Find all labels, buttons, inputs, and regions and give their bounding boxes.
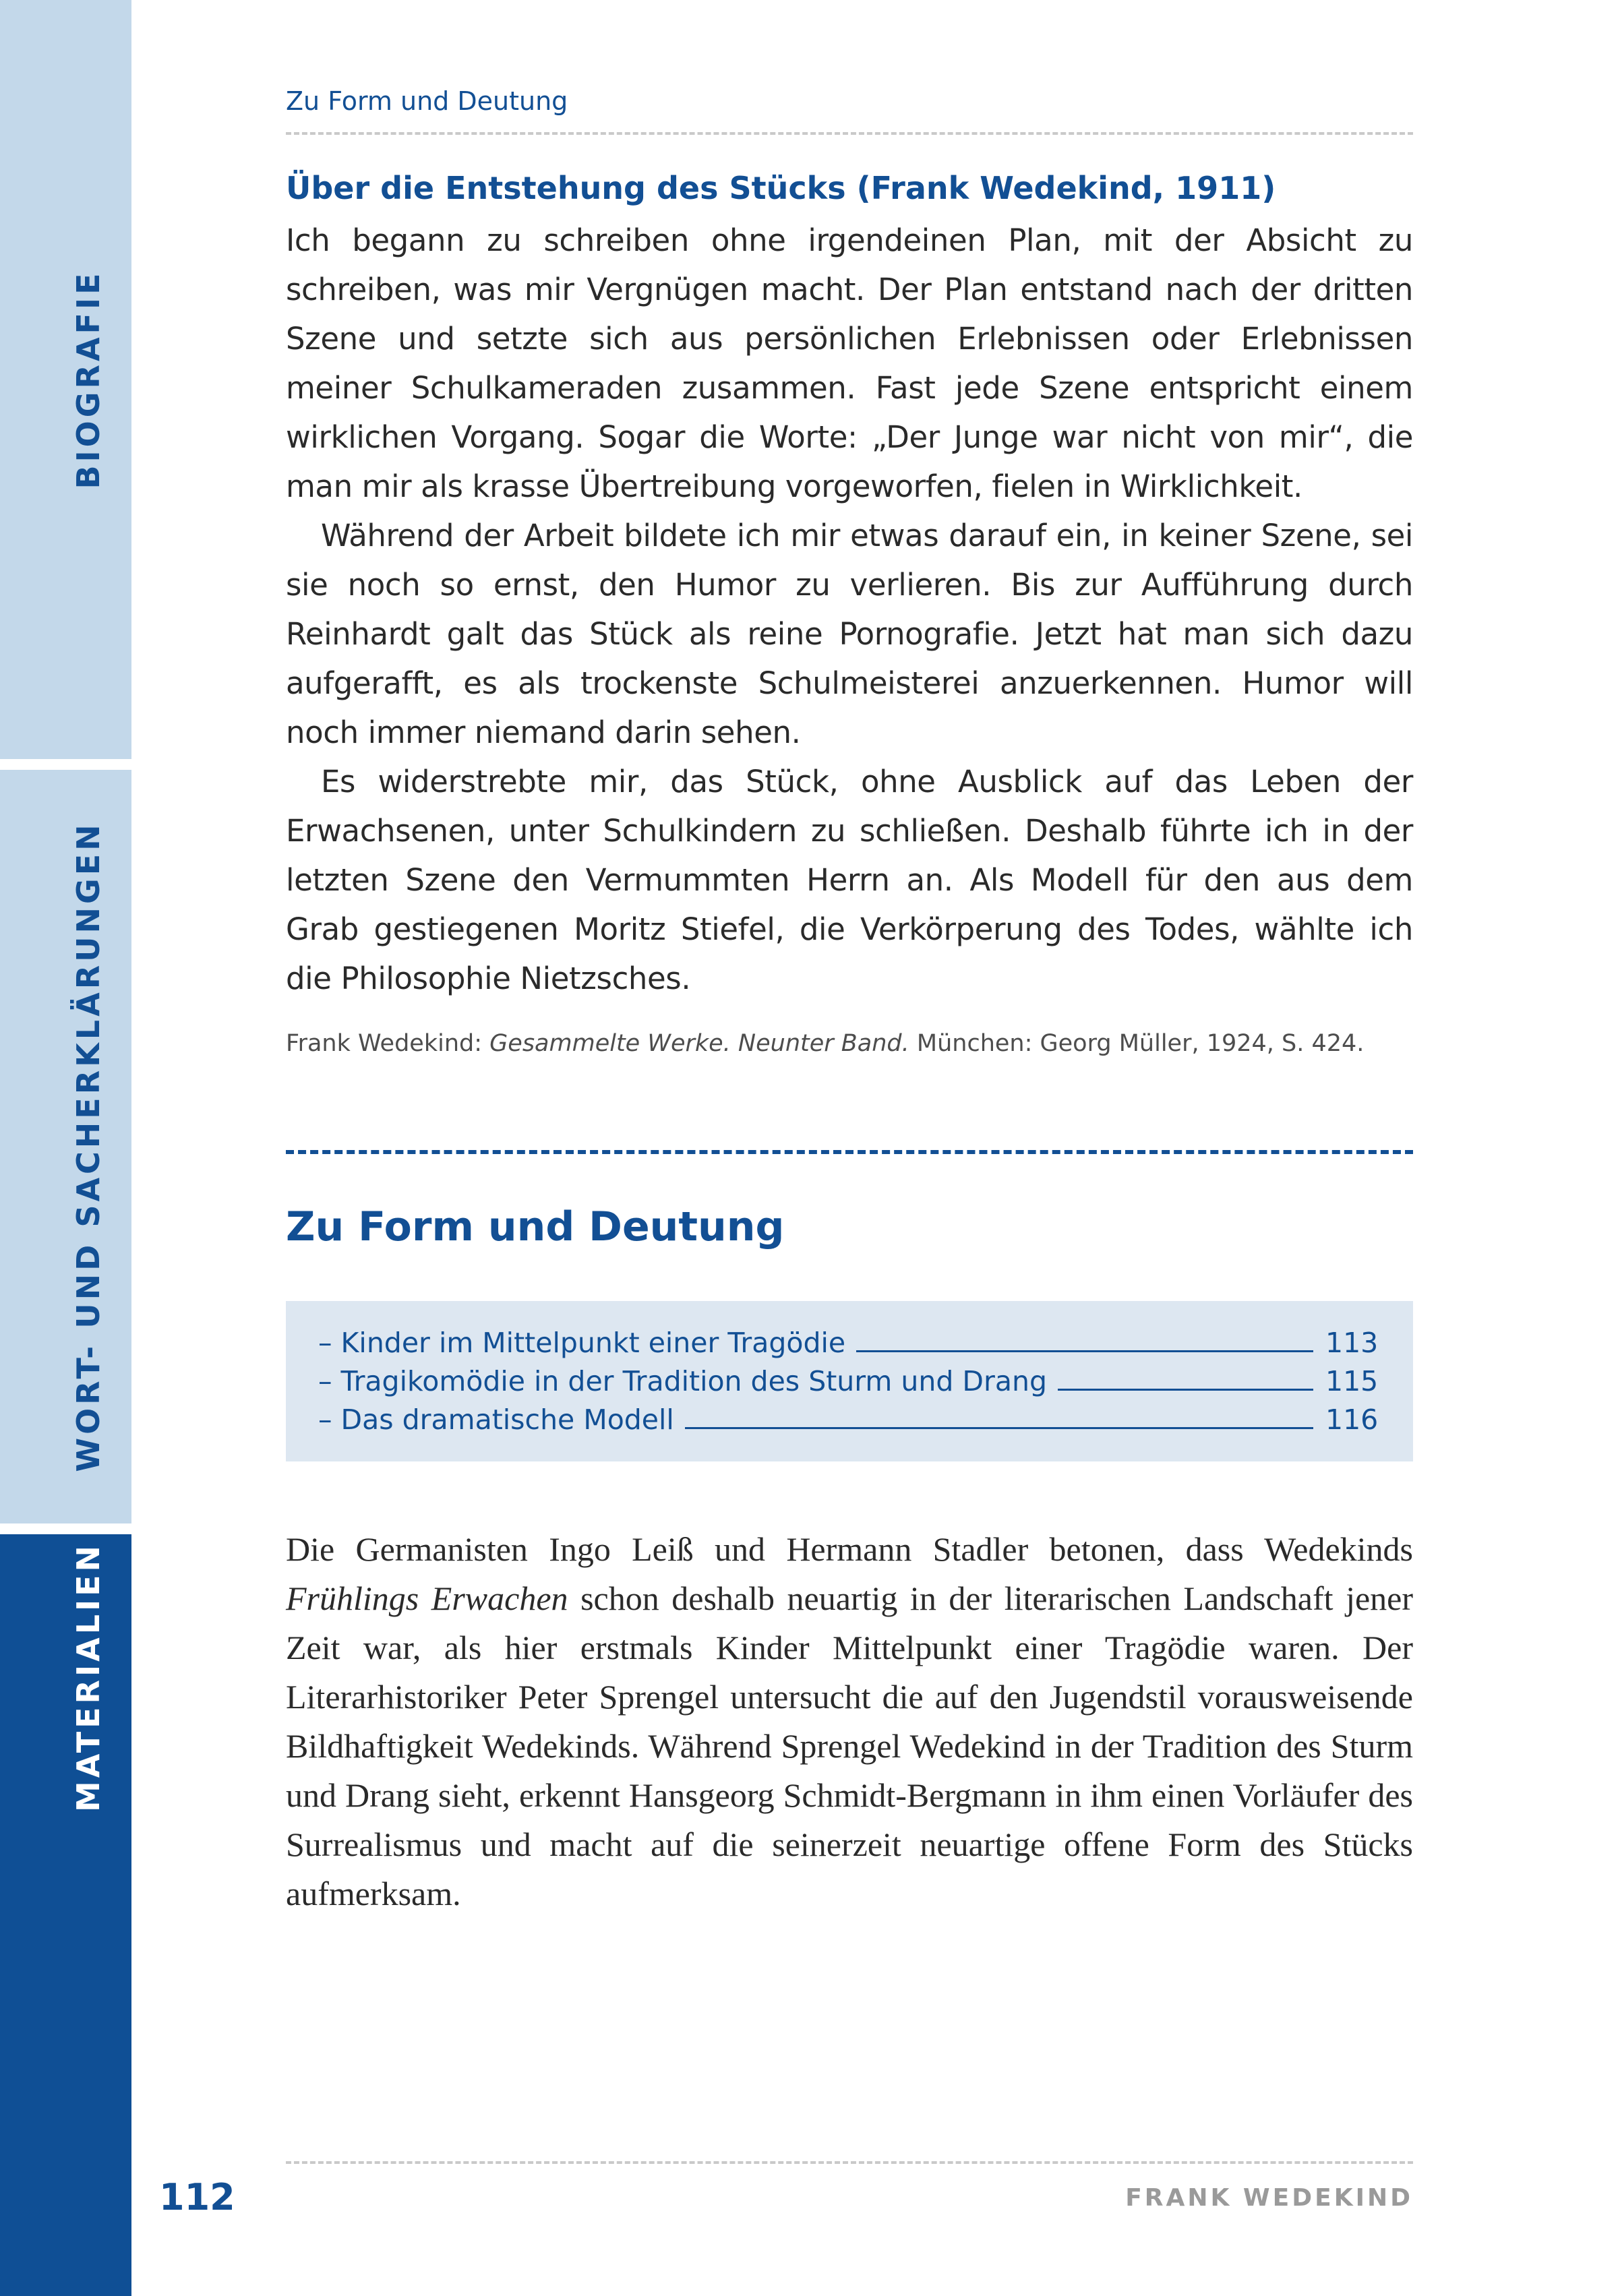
sidebar-tab-wort-und-sacherklaerungen[interactable] xyxy=(0,770,131,1523)
body-text xyxy=(286,1525,1413,1919)
toc-item-page: 115 xyxy=(1325,1365,1379,1397)
sidebar-tab-label: WORT- UND SACHERKLÄRUNGEN xyxy=(70,821,107,1472)
toc-item-page: 116 xyxy=(1325,1403,1379,1436)
sidebar-tab-label: MATERIALIEN xyxy=(70,1542,107,1813)
toc-item-page: 113 xyxy=(1325,1327,1379,1359)
page-number: 112 xyxy=(159,2176,235,2218)
source-publication: München: Georg Müller, 1924, S. 424. xyxy=(916,1030,1365,1057)
toc-item-label: Kinder im Mittelpunkt einer Tragödie xyxy=(340,1327,846,1359)
source-author: Frank Wedekind: xyxy=(286,1030,483,1057)
toc-leader-line xyxy=(685,1427,1313,1429)
sidebar-tab-label: BIOGRAFIE xyxy=(70,270,107,489)
section-title: Zu Form und Deutung xyxy=(286,1203,785,1250)
sidebar-tab-materialien[interactable] xyxy=(0,1534,131,2296)
quote-heading: Über die Entstehung des Stücks (Frank Wedekind, 1911) xyxy=(286,170,1276,206)
body-text-part: schon deshalb neuartig in der literarischen Landschaft jener Zeit war, als hier erstmals Kinder Mittelpunkt einer Tragödie waren. Der Literarhistoriker Peter Sprengel untersucht die auf den Jugendstil vorausweisende Bildhaftigkeit Wedekinds. Während Sprengel Wedekind in der Tradition des Sturm und Drang sieht, erkennt Hansgeorg Schmidt-Bergmann in ihm einen Vorläufer des Surrealismus und macht auf die seinerzeit neuartige offene Form des Stücks aufmerksam. xyxy=(286,1579,1413,1912)
toc-item[interactable]: – Das dramatische Modell 116 xyxy=(318,1403,1379,1436)
footer-divider xyxy=(286,2161,1413,2164)
header-divider xyxy=(286,132,1413,135)
toc-leader-line xyxy=(856,1350,1313,1352)
toc-item[interactable]: – Tragikomödie in der Tradition des Sturm und Drang 115 xyxy=(318,1365,1379,1397)
sidebar xyxy=(0,0,235,2296)
work-title: Frühlings Erwachen xyxy=(286,1579,568,1617)
quote-paragraph: Während der Arbeit bildete ich mir etwas darauf ein, in keiner Szene, sei sie noch so ernst, den Humor zu verlieren. Bis zur Aufführung durch Reinhardt galt das Stück als reine Pornografie. Jetzt hat man sich dazu aufgerafft, es als trockenste Schulmeisterei anzuerkennen. Humor will noch immer niemand darin sehen. xyxy=(286,518,1413,750)
quote-paragraph: Es widerstrebte mir, das Stück, ohne Ausblick auf das Leben der Erwachsenen, unter Schulkindern zu schließen. Deshalb führte ich in der letzten Szene den Vermummten Herrn an. Als Modell für den aus dem Grab gestiegenen Moritz Stiefel, die Verkörperung des Todes, wählte ich die Philosophie Nietzsches. xyxy=(286,764,1413,996)
toc-leader-line xyxy=(1058,1389,1313,1391)
running-header: Zu Form und Deutung xyxy=(286,86,568,116)
source-work: Gesammelte Werke. Neunter Band. xyxy=(489,1030,909,1057)
body-paragraph xyxy=(286,1525,1413,1919)
sidebar-tab-biografie[interactable] xyxy=(0,0,131,759)
section-divider xyxy=(286,1150,1413,1154)
source-citation xyxy=(286,1030,1364,1057)
toc-item-label: Tragikomödie in der Tradition des Sturm und Drang xyxy=(340,1365,1047,1397)
body-text-part: Die Germanisten Ingo Leiß und Hermann Stadler betonen, dass Wedekinds xyxy=(286,1530,1413,1568)
toc-item-label: Das dramatische Modell xyxy=(340,1403,674,1436)
table-of-contents xyxy=(286,1301,1413,1461)
toc-item[interactable]: – Kinder im Mittelpunkt einer Tragödie 113 xyxy=(318,1327,1379,1359)
quote-paragraph: Ich begann zu schreiben ohne irgendeinen Plan, mit der Absicht zu schreiben, was mir Vergnügen macht. Der Plan entstand nach der dritten Szene und setzte sich aus persönlichen Erlebnissen oder Erlebnissen meiner Schulkameraden zusammen. Fast jede Szene entspricht einem wirklichen Vorgang. Sogar die Worte: „Der Junge war nicht von mir“, die man mir als krasse Übertreibung vorgeworfen, fielen in Wirklichkeit. xyxy=(286,222,1413,504)
footer-author: FRANK WEDEKIND xyxy=(1125,2184,1413,2212)
quote-text xyxy=(286,216,1413,1003)
